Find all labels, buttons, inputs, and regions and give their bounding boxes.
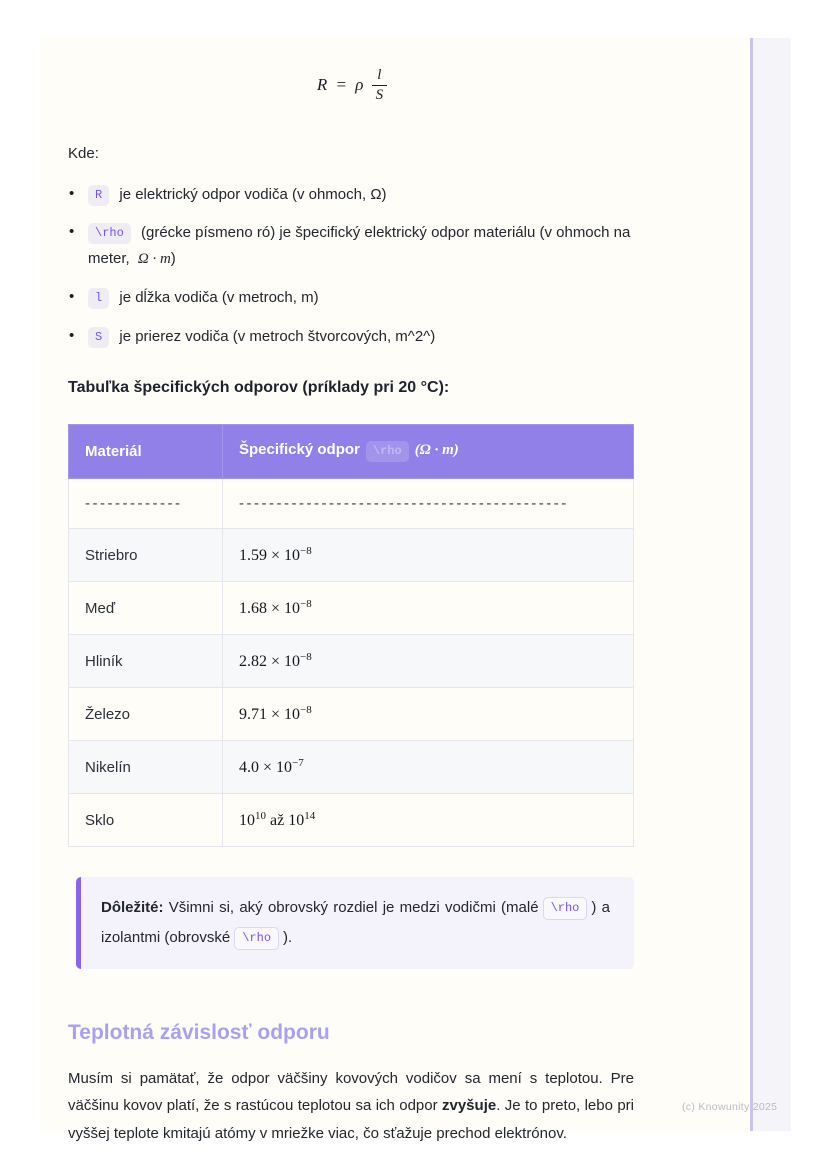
material-cell: Sklo [69, 794, 223, 847]
value-cell [223, 688, 634, 741]
resistance-formula [68, 67, 634, 105]
value-base: 1.59 × 10 [239, 547, 301, 564]
callout-text-1: Všimni si, aký obrovský rozdiel je medzi vodičmi (malé [163, 899, 539, 916]
value-cell [223, 794, 634, 847]
value-exponent: −8 [300, 545, 312, 557]
watermark-label: (c) Knowunity 2025 [682, 1101, 778, 1113]
formula-equals: = [335, 74, 347, 94]
material-cell: Hliník [69, 635, 223, 688]
value-base: 9.71 × 10 [239, 706, 301, 723]
material-cell: Meď [69, 582, 223, 635]
material-cell: Nikelín [69, 741, 223, 794]
table-row [69, 741, 634, 794]
value-exponent: −8 [300, 598, 312, 610]
code-chip-s: S [88, 327, 109, 348]
formula-rho: ρ [355, 74, 364, 94]
callout-text-3: ). [283, 929, 293, 946]
material-cell: Železo [69, 688, 223, 741]
value-base: 4.0 × 10 [239, 759, 293, 776]
list-item-l [68, 285, 634, 311]
callout-text-2: ) a izolantmi (obrovské [101, 899, 611, 946]
list-item-text-close: ) [170, 249, 176, 267]
list-item-r [68, 182, 634, 208]
material-cell: Striebro [69, 529, 223, 582]
value-cell [223, 741, 634, 794]
fraction-numerator: l [372, 67, 388, 86]
value-base: 1.68 × 10 [239, 600, 301, 617]
value-cell [223, 529, 634, 582]
table-heading: Tabuľka špecifických odporov (príklady pri 20 °C): [68, 379, 450, 396]
code-chip-rho: \rho [88, 223, 131, 244]
value-cell [223, 582, 634, 635]
table-row [69, 635, 634, 688]
table-row [69, 688, 634, 741]
value-exponent: −7 [292, 757, 304, 769]
header-resistivity-text: Špecifický odpor [239, 441, 360, 458]
value-exponent: −8 [300, 704, 312, 716]
code-chip-rho-header: \rho [366, 441, 409, 462]
code-chip-r: R [88, 185, 109, 206]
bullet-icon: • [69, 223, 75, 240]
separator-cell-material: ------------- [69, 479, 223, 529]
list-item-text: je prierez vodiča (v metroch štvorcových, m^2^) [119, 327, 436, 345]
math-ohm-meter: Ω · m [137, 250, 171, 267]
table-row [69, 529, 634, 582]
header-unit-math: (Ω · m) [414, 442, 459, 458]
callout-label: Dôležité: [101, 899, 164, 916]
list-item-rho [68, 220, 634, 272]
bullet-icon: • [69, 184, 75, 202]
document-page [40, 35, 750, 1142]
formula-fraction [372, 67, 388, 105]
value-mid: až [266, 812, 289, 829]
section-title-temperature: Teplotná závislosť odporu [68, 1021, 330, 1044]
table-row [69, 582, 634, 635]
value-base: 10 [239, 812, 255, 829]
fraction-denominator: S [375, 87, 384, 104]
formula-lhs: R [316, 74, 328, 94]
table-header-row [69, 425, 634, 479]
symbol-list [68, 182, 634, 350]
kde-label: Kde: [68, 144, 99, 162]
table-separator-row [69, 479, 634, 529]
scrollbar-track[interactable] [750, 38, 791, 1131]
separator-cell-value: -------------------------------------------- [223, 479, 634, 529]
value-exponent: 10 [255, 810, 266, 822]
header-cell-material: Materiál [69, 425, 223, 479]
list-item-text: je dĺžka vodiča (v metroch, m) [119, 289, 319, 306]
paragraph-bold: zvyšuje [442, 1097, 497, 1115]
paragraph-text-2: . Je to preto, lebo pri vyššej teplote kmitajú atómy v mriežke viac, čo sťažuje prechod elektrónov. [68, 1097, 635, 1142]
list-item-s [68, 324, 634, 350]
header-cell-resistivity [223, 425, 634, 479]
code-chip-l: l [88, 288, 109, 309]
list-item-text: (grécke písmeno ró) je špecifický elektrický odpor materiálu (v ohmoch na meter, [88, 224, 631, 267]
value-exponent: −8 [300, 651, 312, 663]
code-chip-rho-callout: \rho [543, 897, 588, 920]
value-base2: 10 [288, 812, 305, 829]
code-chip-rho-callout: \rho [234, 927, 279, 950]
resistivity-table [68, 424, 634, 847]
list-item-text: je elektrický odpor vodiča (v ohmoch, Ω) [119, 185, 387, 203]
bullet-icon: • [69, 326, 75, 344]
important-callout [76, 877, 634, 969]
value-base: 2.82 × 10 [239, 653, 301, 670]
value-cell [223, 635, 634, 688]
paragraph-text-1: Musím si pamätať, že odpor väčšiny kovových vodičov sa mení s teplotou. Pre väčšinu kovov platí, že s rastúcou teplotou sa ich odpor [68, 1070, 634, 1115]
bullet-icon: • [69, 288, 75, 305]
table-row [69, 794, 634, 847]
value-exponent2: 14 [304, 810, 316, 822]
section-paragraph [68, 1065, 634, 1147]
